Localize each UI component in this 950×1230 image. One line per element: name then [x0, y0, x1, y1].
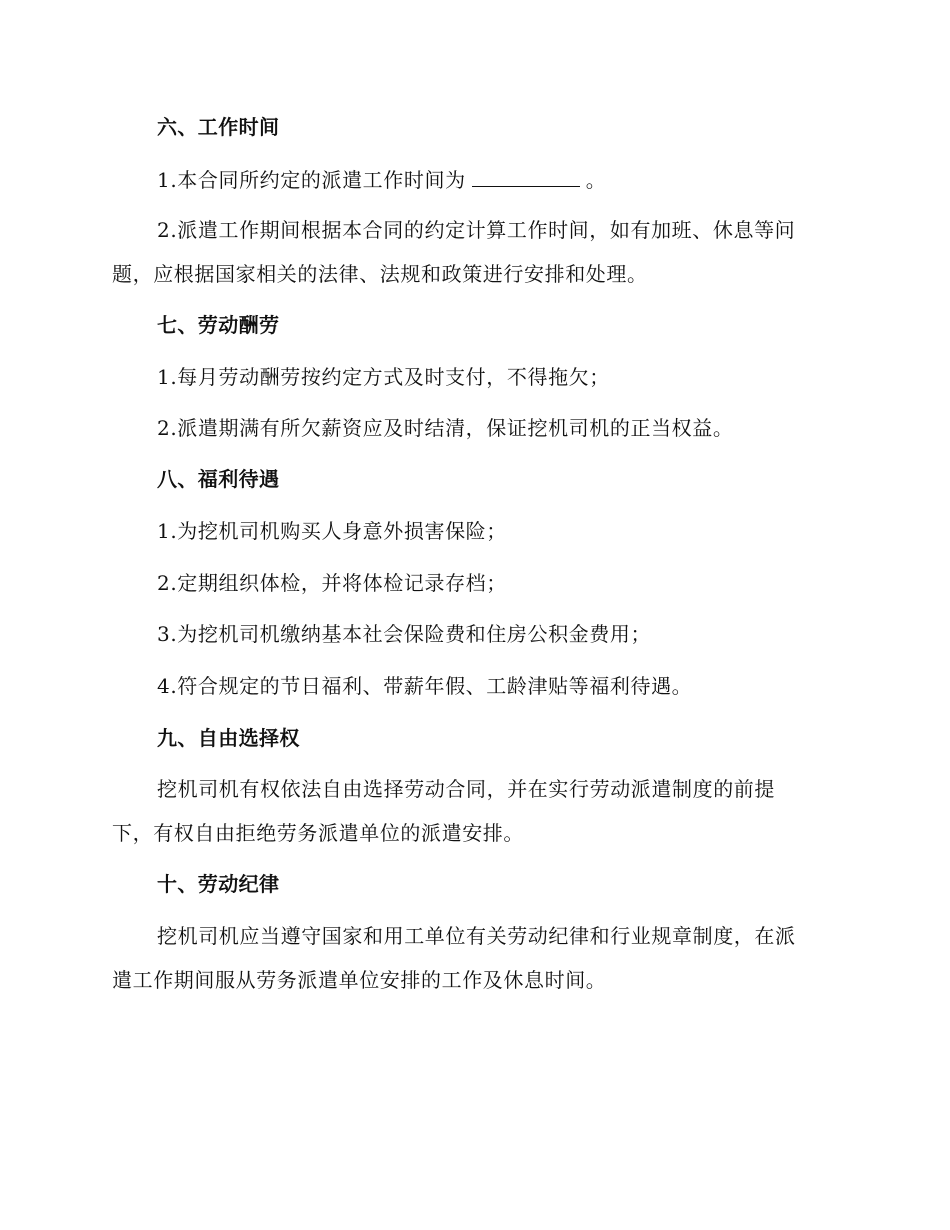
paragraph-free-choice-line2: 下，有权自由拒绝劳务派遣单位的派遣安排。 — [112, 821, 524, 845]
section-heading-work-hours: 六、工作时间 — [157, 115, 280, 139]
clause-benefits-3: 3.为挖机司机缴纳基本社会保险费和住房公积金费用； — [157, 622, 652, 646]
section-heading-labor-discipline: 十、劳动纪律 — [157, 872, 280, 896]
section-heading-remuneration: 七、劳动酬劳 — [157, 313, 280, 337]
clause-work-hours-1 — [157, 166, 606, 194]
clause-benefits-1: 1.为挖机司机购买人身意外损害保险； — [157, 519, 507, 543]
clause-text: 1.本合同所约定的派遣工作时间为 — [157, 168, 466, 192]
clause-benefits-4: 4.符合规定的节日福利、带薪年假、工龄津贴等福利待遇。 — [157, 674, 693, 698]
clause-suffix: 。 — [585, 168, 607, 192]
clause-work-hours-2-line2: 题，应根据国家相关的法律、法规和政策进行安排和处理。 — [112, 262, 648, 286]
paragraph-free-choice-line1: 挖机司机有权依法自由选择劳动合同，并在实行劳动派遣制度的前提 — [157, 777, 775, 801]
section-heading-benefits: 八、福利待遇 — [157, 467, 280, 491]
clause-benefits-2: 2.定期组织体检，并将体检记录存档； — [157, 571, 507, 595]
paragraph-labor-discipline-line1: 挖机司机应当遵守国家和用工单位有关劳动纪律和行业规章制度，在派 — [157, 924, 796, 948]
section-heading-free-choice: 九、自由选择权 — [157, 726, 300, 750]
clause-remuneration-1: 1.每月劳动酬劳按约定方式及时支付，不得拖欠； — [157, 365, 610, 389]
clause-work-hours-2-line1: 2.派遣工作期间根据本合同的约定计算工作时间，如有加班、休息等问 — [157, 218, 796, 242]
paragraph-labor-discipline-line2: 遣工作期间服从劳务派遣单位安排的工作及休息时间。 — [112, 968, 607, 992]
clause-remuneration-2: 2.派遣期满有所欠薪资应及时结清，保证挖机司机的正当权益。 — [157, 416, 734, 440]
fill-in-blank[interactable] — [472, 168, 580, 187]
